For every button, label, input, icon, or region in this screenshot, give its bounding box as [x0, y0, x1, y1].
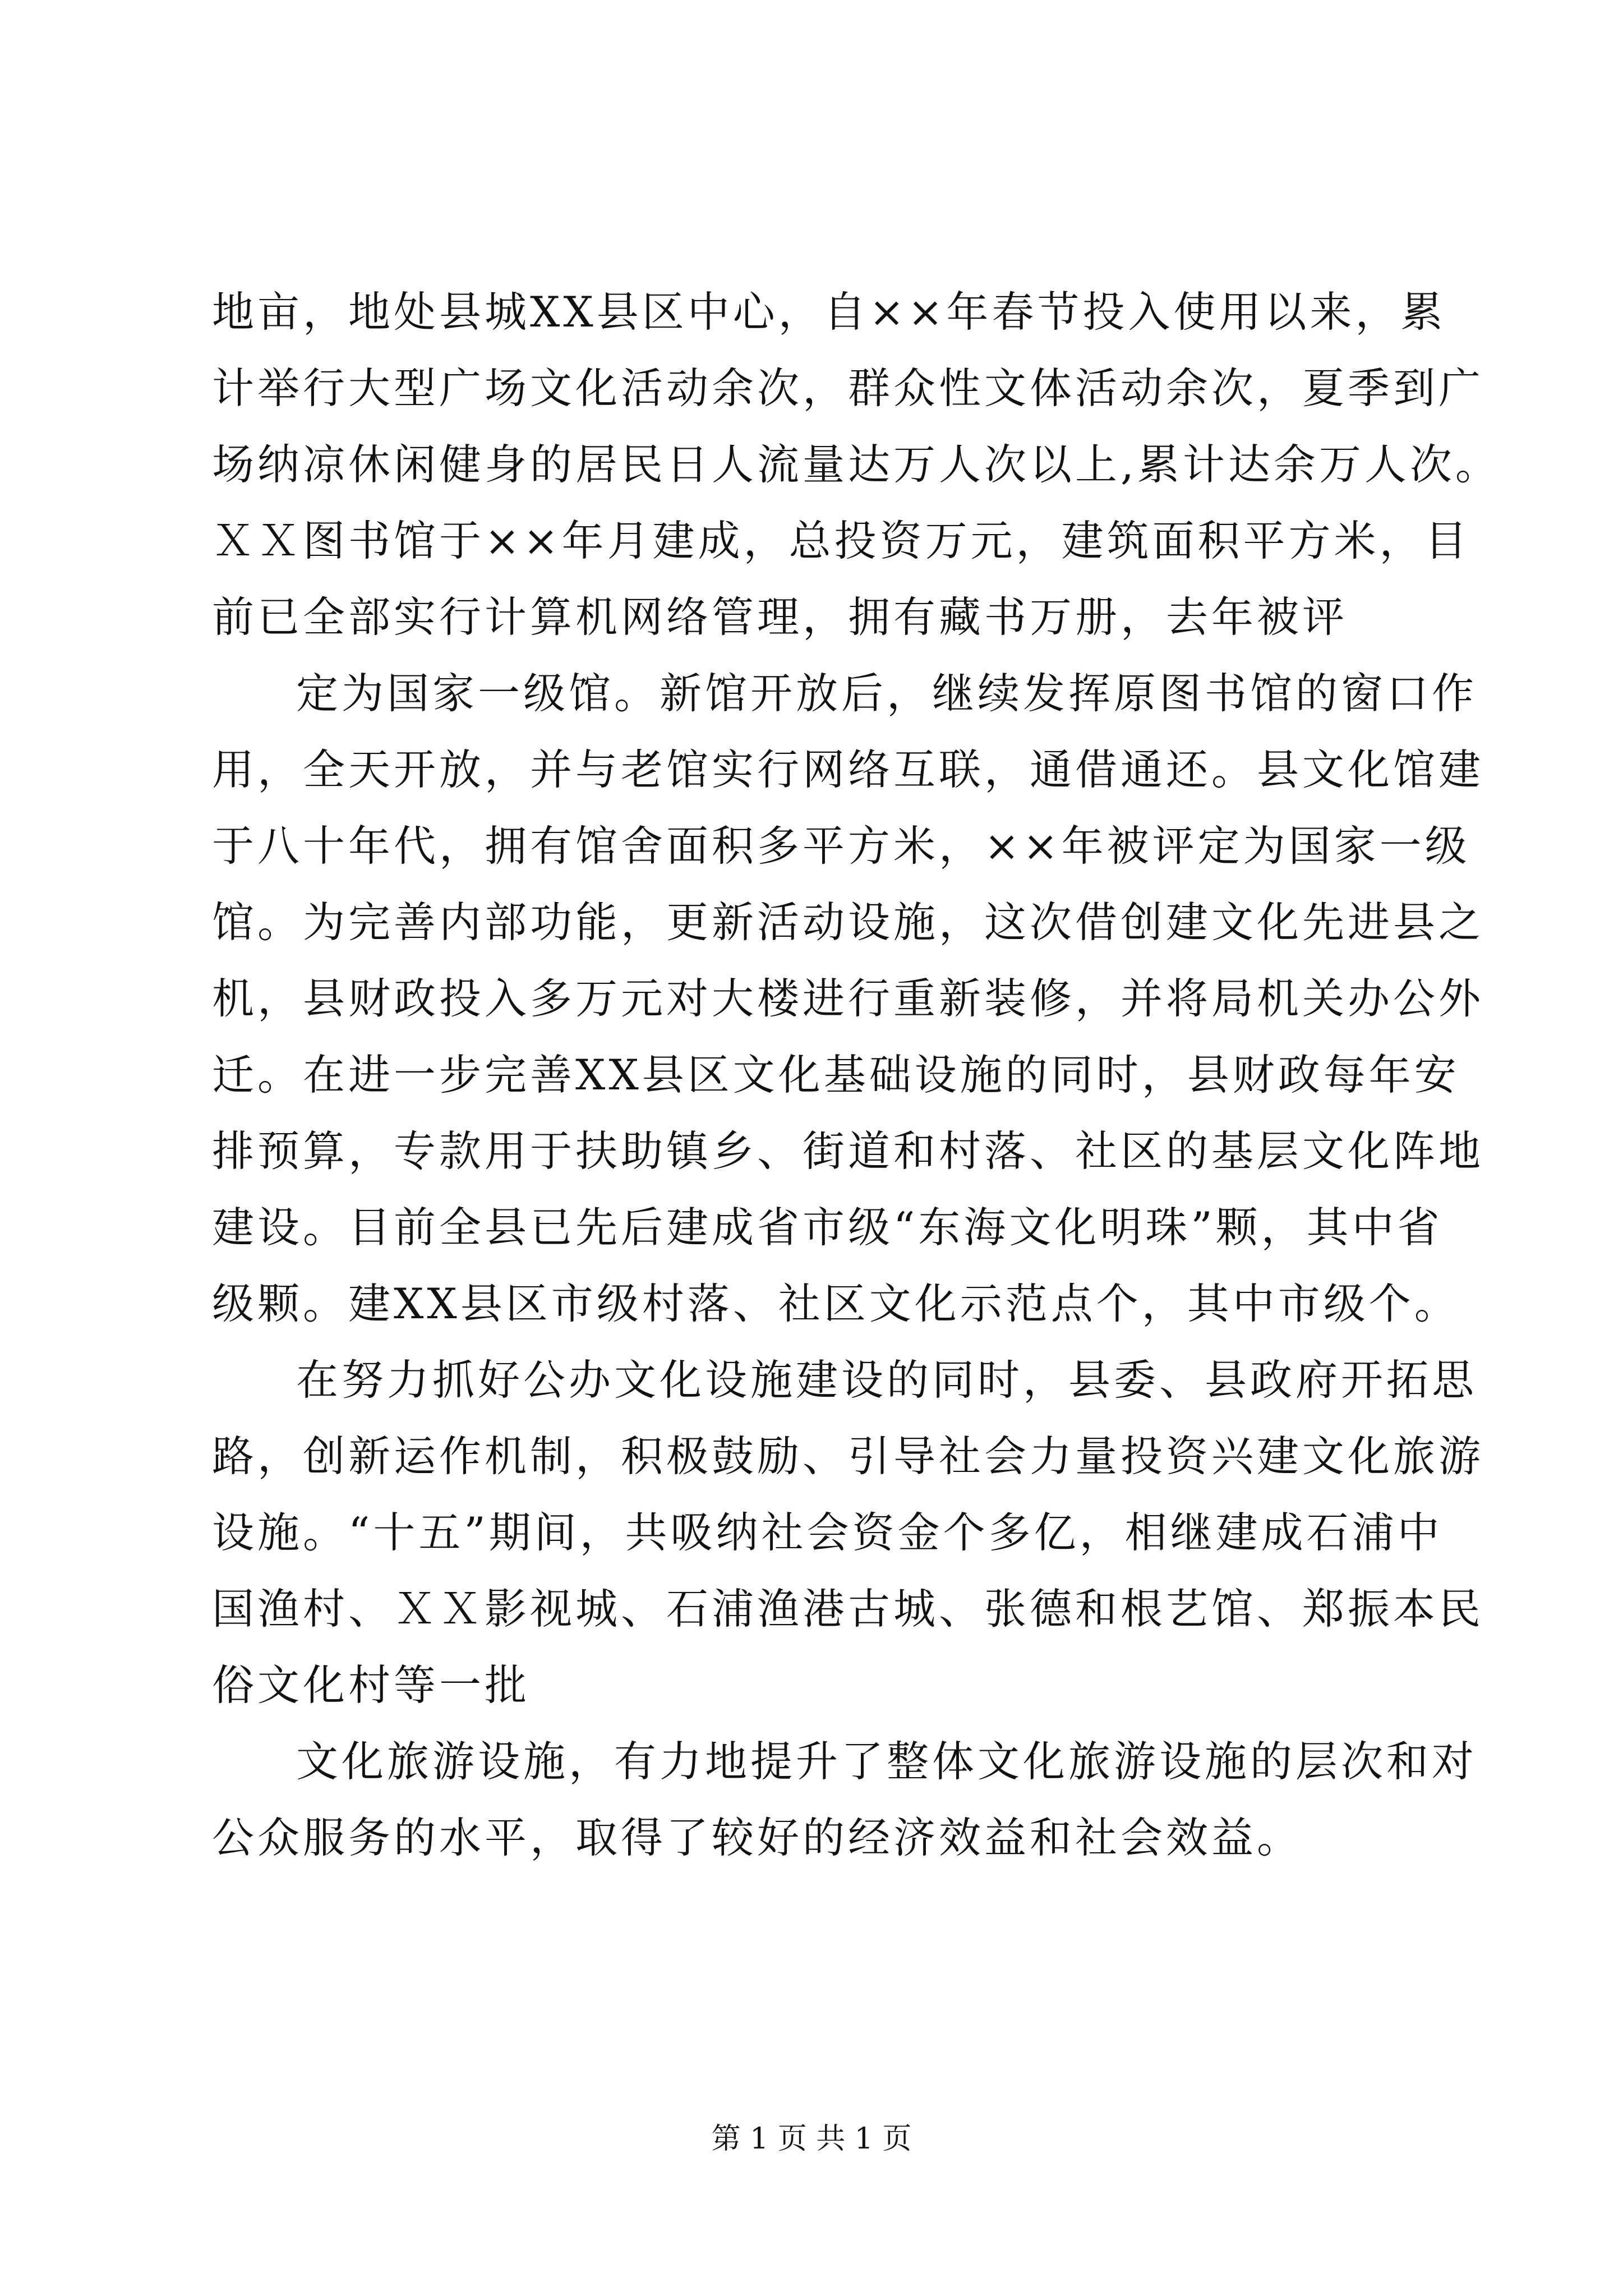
text-line: 级颗。建XX县区市级村落、社区文化示范点个，其中市级个。	[212, 1279, 1460, 1328]
paragraph-first-line: 定为国家一级馆。新馆开放后，继续发挥原图书馆的窗口作	[296, 669, 1478, 718]
text-line: 前已全部实行计算机网络管理，拥有藏书万册，去年被评	[212, 592, 1348, 642]
text-line: 用，全天开放，并与老馆实行网络互联，通借通还。县文化馆建	[212, 745, 1484, 794]
text-line: 公众服务的水平，取得了较好的经济效益和社会效益。	[212, 1813, 1303, 1862]
text-line: 于八十年代，拥有馆舍面积多平方米，××年被评定为国家一级	[212, 821, 1470, 871]
text-line: 建设。目前全县已先后建成省市级“东海文化明珠”颗，其中省	[212, 1203, 1443, 1252]
text-line: 馆。为完善内部功能，更新活动设施，这次借创建文化先进县之	[212, 898, 1484, 947]
text-line: 地亩，地处县城XX县区中心，自××年春节投入使用以来，累	[212, 287, 1446, 337]
text-line: 排预算，专款用于扶助镇乡、街道和村落、社区的基层文化阵地	[212, 1126, 1484, 1176]
text-line: ＸＸ图书馆于××年月建成，总投资万元，建筑面积平方米，目	[212, 516, 1470, 565]
text-line: 路，创新运作机制，积极鼓励、引导社会力量投资兴建文化旅游	[212, 1432, 1484, 1481]
text-line: 机，县财政投入多万元对大楼进行重新装修，并将局机关办公外	[212, 974, 1484, 1023]
text-line: 俗文化村等一批	[212, 1660, 531, 1710]
text-line: 国渔村、ＸＸ影视城、石浦渔港古城、张德和根艺馆、郑振本民	[212, 1584, 1484, 1634]
paragraph-first-line: 在努力抓好公办文化设施建设的同时，县委、县政府开拓思	[296, 1355, 1478, 1405]
text-line: 设施。“十五”期间，共吸纳社会资金个多亿，相继建成石浦中	[212, 1508, 1443, 1557]
text-line: 场纳凉休闲健身的居民日人流量达万人次以上,累计达余万人次。	[212, 440, 1501, 489]
text-line: 计举行大型广场文化活动余次，群众性文体活动余次，夏季到广	[212, 364, 1484, 413]
paragraph-first-line: 文化旅游设施，有力地提升了整体文化旅游设施的层次和对	[296, 1737, 1478, 1786]
text-line: 迁。在进一步完善XX县区文化基础设施的同时，县财政每年安	[212, 1050, 1460, 1099]
page-number-footer: 第 1 页 共 1 页	[711, 2122, 912, 2156]
